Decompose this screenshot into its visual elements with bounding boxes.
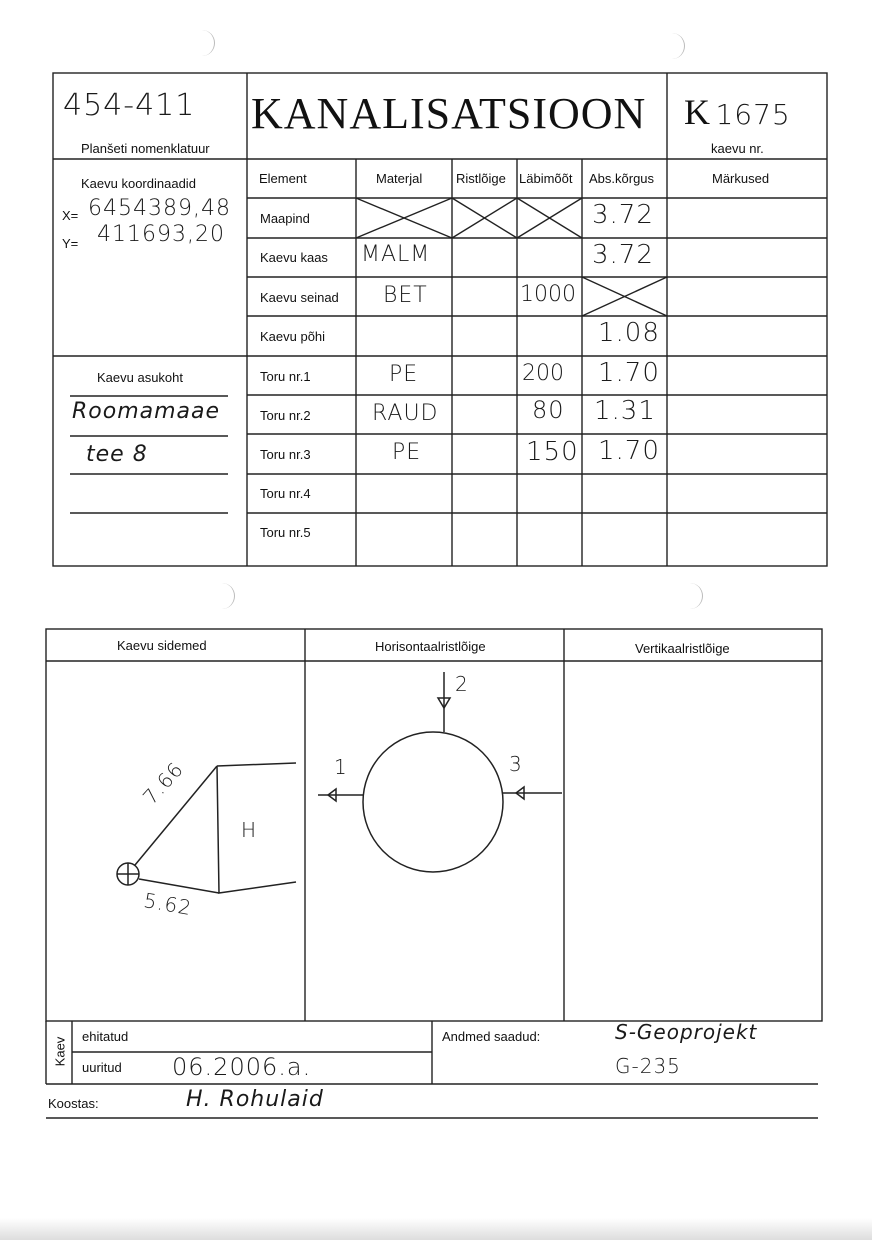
row-material: MALM	[361, 242, 431, 267]
data-source-value-2: G-235	[615, 1054, 681, 1078]
row-material: PE	[389, 362, 419, 387]
pipe-label-1: 1	[334, 755, 348, 779]
coordinates-label: Kaevu koordinaadid	[81, 176, 196, 191]
ties-sketch	[117, 763, 296, 893]
page-title: KANALISATSIOON	[251, 89, 647, 138]
row-material: RAUD	[372, 401, 439, 426]
location-label: Kaevu asukoht	[97, 370, 184, 385]
row-elevation: 1.08	[598, 318, 660, 348]
nomenclature-value: 454-411	[63, 88, 196, 123]
col-header-material: Materjal	[376, 171, 423, 186]
tie-distance-1: 7.66	[138, 756, 189, 810]
row-diameter: 80	[532, 396, 565, 424]
col-header-remarks: Märkused	[712, 171, 770, 186]
row-diameter: 1000	[520, 282, 576, 307]
col-header-elevation: Abs.kõrgus	[589, 171, 655, 186]
row-element: Toru nr.4	[260, 486, 311, 501]
data-source-value-1: S-Geoprojekt	[615, 1020, 758, 1044]
row-elevation: 1.70	[598, 358, 660, 388]
row-diameter: 200	[522, 361, 564, 386]
coordinate-y-value: 411693,20	[97, 222, 225, 247]
tie-distance-2: 5.62	[141, 888, 194, 921]
coordinate-x-label: X=	[62, 208, 79, 223]
row-element: Kaevu seinad	[260, 290, 339, 305]
panel-title-horizontal-section: Horisontaalristlõige	[375, 639, 486, 654]
row-element: Maapind	[260, 211, 310, 226]
coordinate-y-label: Y=	[62, 236, 79, 251]
well-number	[684, 91, 791, 133]
col-header-element: Element	[259, 171, 307, 186]
author-label: Koostas:	[48, 1096, 99, 1111]
location-line-1: Roomamaae	[72, 399, 221, 424]
row-diameter: 150	[526, 437, 579, 467]
built-label: ehitatud	[82, 1029, 129, 1044]
pipe-label-2: 2	[455, 672, 469, 696]
well-number-value: 1675	[715, 98, 791, 131]
data-source-label: Andmed saadud:	[442, 1029, 541, 1044]
row-elevation: 1.31	[594, 396, 656, 426]
row-elevation: 1.70	[598, 436, 660, 466]
side-label: Kaev	[52, 1036, 68, 1067]
scan-edge	[0, 1218, 872, 1240]
row-material: BET	[383, 283, 428, 308]
coordinate-x-value: 6454389,48	[88, 196, 231, 221]
row-element: Kaevu kaas	[260, 250, 328, 265]
row-element: Toru nr.3	[260, 447, 311, 462]
row-elevation: 3.72	[592, 240, 654, 270]
well-number-label: kaevu nr.	[711, 141, 764, 156]
pipe-label-3: 3	[509, 752, 523, 776]
row-element: Toru nr.5	[260, 525, 311, 540]
location-line-2: tee 8	[86, 442, 148, 467]
nomenclature-label: Planšeti nomenklatuur	[81, 141, 210, 156]
col-header-diameter: Läbimõõt	[519, 171, 573, 186]
surveyed-value: 06.2006.a.	[172, 1053, 312, 1081]
building-label: H	[241, 818, 258, 842]
panel-title-ties: Kaevu sidemed	[117, 638, 207, 653]
author-value: H. Rohulaid	[186, 1087, 324, 1112]
row-element: Toru nr.2	[260, 408, 311, 423]
cross-section-sketch	[318, 672, 562, 872]
col-header-cross-section: Ristlõige	[456, 171, 506, 186]
panel-title-vertical-section: Vertikaalristlõige	[635, 641, 730, 656]
well-number-prefix: K	[684, 92, 711, 132]
row-material: PE	[392, 440, 422, 465]
surveyed-label: uuritud	[82, 1060, 122, 1075]
row-element: Kaevu põhi	[260, 329, 326, 344]
row-element: Toru nr.1	[260, 369, 311, 384]
row-elevation: 3.72	[592, 200, 654, 230]
